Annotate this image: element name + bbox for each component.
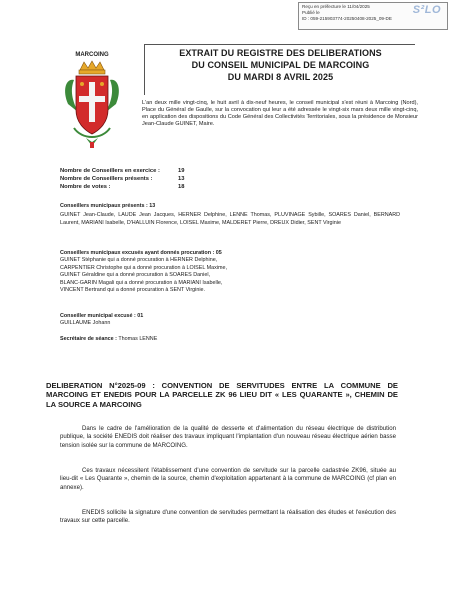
count-value: 18 [178, 184, 185, 190]
count-label: Nombre de Conseillers en exercice : [60, 168, 160, 174]
proxy-members [60, 250, 400, 294]
stamp-received-date: Reçu en préfecture le 11/04/2025 [302, 4, 370, 9]
title-line-3: DU MARDI 8 AVRIL 2025 [227, 72, 334, 82]
proxy-item: VINCENT Bertrand qui a donné procuration à SENT Virginie. [60, 287, 206, 294]
town-crest [60, 52, 124, 157]
excused-names: GUILLAUME Johann [60, 320, 111, 327]
session-intro: L'an deux mille vingt-cinq, le huit avril à dix-neuf heures, le conseil municipal s'est réuni à Marcoing (Nord), Place du Général de Gaulle, sur la convocation qui leur a été adressée le vingt-six mars deux mille vingt-cinq, en application des dispositions du Code Général des Collectivités Territoriales, sous la présidence de Monsieur Jean-Claude GUINET, Maire. [142, 100, 418, 127]
deliberation-heading: DELIBERATION N°2025-09 : CONVENTION DE SERVITUDES ENTRE LA COMMUNE DE MARCOING ET ENEDIS POUR LA PARCELLE ZK 96 LIEU DIT « LES QUARANTE », CHEMIN DE LA SOURCE A MARCOING [46, 381, 398, 409]
count-label: Nombre de votes : [60, 184, 111, 190]
deliberation-paragraph: Dans le cadre de l'amélioration de la qualité de desserte et d'alimentation du réseau électrique de distribution publique, la société ENEDIS doit réaliser des travaux impliquant l'implantation d'un nouveau réseau électrique aérien basse tension isolée sur la commune de MARCOING. [60, 425, 396, 449]
present-members [60, 203, 400, 227]
document-title [147, 47, 414, 83]
count-row [60, 175, 200, 183]
secretary-name: Thomas LENNE [118, 336, 158, 342]
excused-heading: Conseiller municipal excusé : 01 [60, 313, 144, 319]
coat-of-arms-icon [60, 60, 124, 152]
session-secretary [60, 336, 400, 343]
count-label: Nombre de Conseillers présents : [60, 176, 153, 182]
title-line-1: EXTRAIT DU REGISTRE DES DELIBERATIONS [179, 48, 382, 58]
deliberation-paragraph: ENEDIS sollicite la signature d'une convention de servitudes permettant la réalisation des études et l'exécution des travaux sur cette parcelle. [60, 509, 396, 525]
prefecture-stamp [298, 2, 448, 30]
slo-watermark: S²LO [412, 4, 441, 16]
proxy-item: CARPENTIER Christophe qui a donné procuration à LOISEL Maxime, [60, 264, 227, 271]
secretary-label: Secrétaire de séance : [60, 336, 117, 342]
stamp-id: ID : 059-215903774-20250408-2025_09-DE [302, 16, 392, 22]
count-value: 13 [178, 176, 185, 182]
vote-counts [60, 167, 200, 191]
town-name: MARCOING [75, 52, 109, 58]
stamp-published: Publié le [302, 10, 320, 16]
proxy-heading: Conseillers municipaux excusés ayant donnés procuration : 05 [60, 250, 222, 256]
deliberation-paragraph: Ces travaux nécessitent l'établissement d'une convention de servitude sur la parcelle cadastrée ZK96, située au lieu-dit « Les Quarante », chemin de la source, chemin d'exploitation appartenant à la commune de MARCOING (cf plan en annexe). [60, 467, 396, 491]
count-row [60, 183, 200, 191]
proxy-item: BLANC-GARIN Magali qui a donné procuration à MARIANI Isabelle, [60, 279, 223, 286]
count-row [60, 167, 200, 175]
excused-member [60, 313, 400, 328]
count-value: 19 [178, 168, 185, 174]
proxy-item: GUINET Stéphanie qui a donné procuration à HERNER Delphine, [60, 257, 218, 264]
proxy-item: GUINET Géraldine qui a donné procuration à SOARES Daniel, [60, 272, 211, 279]
present-heading: Conseillers municipaux présents : 13 [60, 203, 156, 209]
title-line-2: DU CONSEIL MUNICIPAL DE MARCOING [191, 60, 370, 70]
present-names: GUINET Jean-Claude, LAUDE Jean Jacques, HERNER Delphine, LENNE Thomas, PLUVINAGE Sybille, SOARES Daniel, BERNARD Laurent, MARIANI Isabelle, D'HALLUIN Florence, LOISEL Maxime, MALDERET Pierre, DREUX Didier, SENT Virginie [60, 212, 400, 226]
